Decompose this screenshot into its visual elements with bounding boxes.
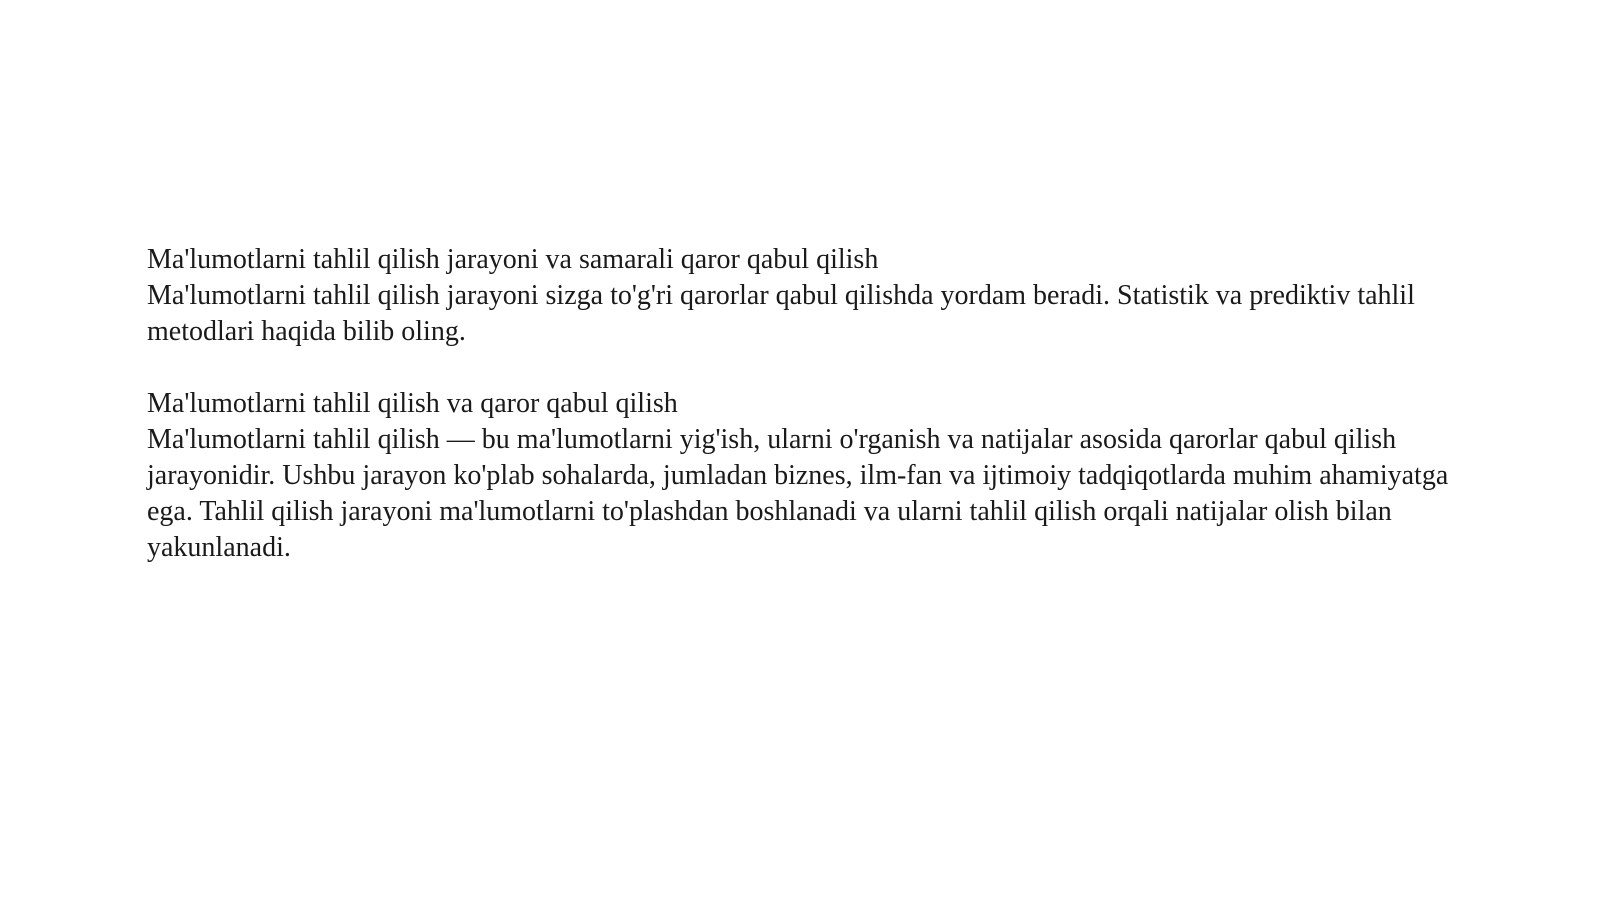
section-body: Ma'lumotlarni tahlil qilish jarayoni sizga to'g'ri qarorlar qabul qilishda yordam beradi. Statistik va prediktiv tahlil metodlari haqida bilib oling. <box>147 280 1415 347</box>
section-spacer <box>147 350 1467 386</box>
section-main <box>147 386 1467 566</box>
section-title: Ma'lumotlarni tahlil qilish va qaror qabul qilish <box>147 388 678 419</box>
section-intro <box>147 242 1467 350</box>
document-content <box>147 242 1467 566</box>
section-body: Ma'lumotlarni tahlil qilish — bu ma'lumotlarni yig'ish, ularni o'rganish va natijalar asosida qarorlar qabul qilish jarayonidir. Ushbu jarayon ko'plab sohalarda, jumladan biznes, ilm-fan va ijtimoiy tadqiqotlarda muhim ahamiyatga ega. Tahlil qilish jarayoni ma'lumotlarni to'plashdan boshlanadi va ularni tahlil qilish orqali natijalar olish bilan yakunlanadi. <box>147 424 1449 563</box>
section-title: Ma'lumotlarni tahlil qilish jarayoni va samarali qaror qabul qilish <box>147 244 879 275</box>
